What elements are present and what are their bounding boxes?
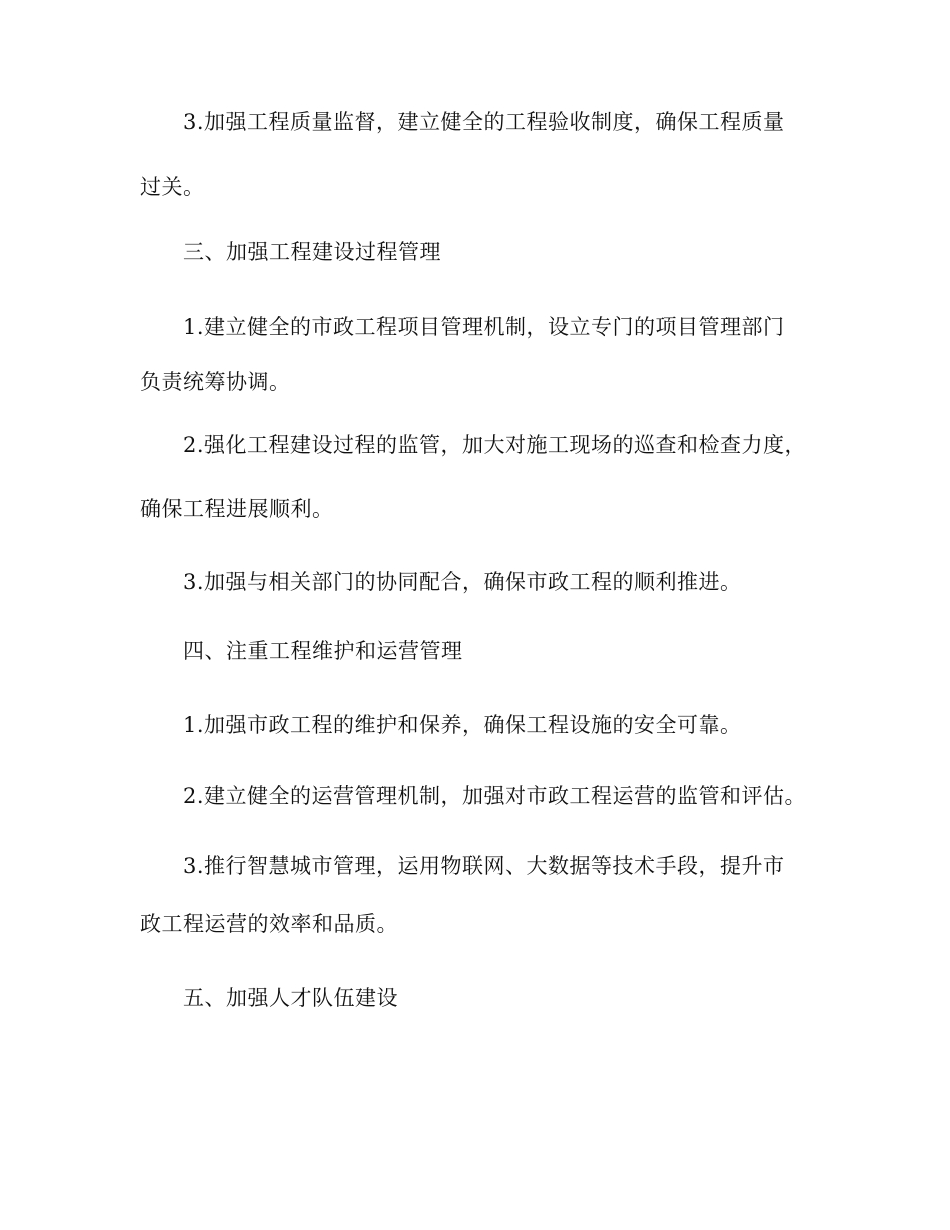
- paragraph-line: 负责统筹协调。: [140, 370, 291, 394]
- paragraph-line: 3.加强与相关部门的协同配合，确保市政工程的顺利推进。: [183, 570, 742, 594]
- paragraph-line: 3.推行智慧城市管理，运用物联网、大数据等技术手段，提升市: [183, 854, 785, 878]
- paragraph-line: 过关。: [140, 175, 205, 199]
- section-heading: 四、注重工程维护和运营管理: [183, 639, 463, 663]
- paragraph-line: 2.建立健全的运营管理机制，加强对市政工程运营的监管和评估。: [183, 784, 807, 808]
- section-heading: 三、加强工程建设过程管理: [183, 240, 441, 264]
- paragraph-line: 政工程运营的效率和品质。: [140, 912, 398, 936]
- paragraph-line: 3.加强工程质量监督，建立健全的工程验收制度，确保工程质量: [183, 110, 785, 134]
- paragraph-line: 确保工程进展顺利。: [140, 497, 334, 521]
- paragraph-line: 1.建立健全的市政工程项目管理机制，设立专门的项目管理部门: [183, 315, 785, 339]
- paragraph-line: 2.强化工程建设过程的监管，加大对施工现场的巡查和检查力度，: [183, 433, 807, 457]
- paragraph-line: 1.加强市政工程的维护和保养，确保工程设施的安全可靠。: [183, 713, 742, 737]
- section-heading: 五、加强人才队伍建设: [183, 986, 398, 1010]
